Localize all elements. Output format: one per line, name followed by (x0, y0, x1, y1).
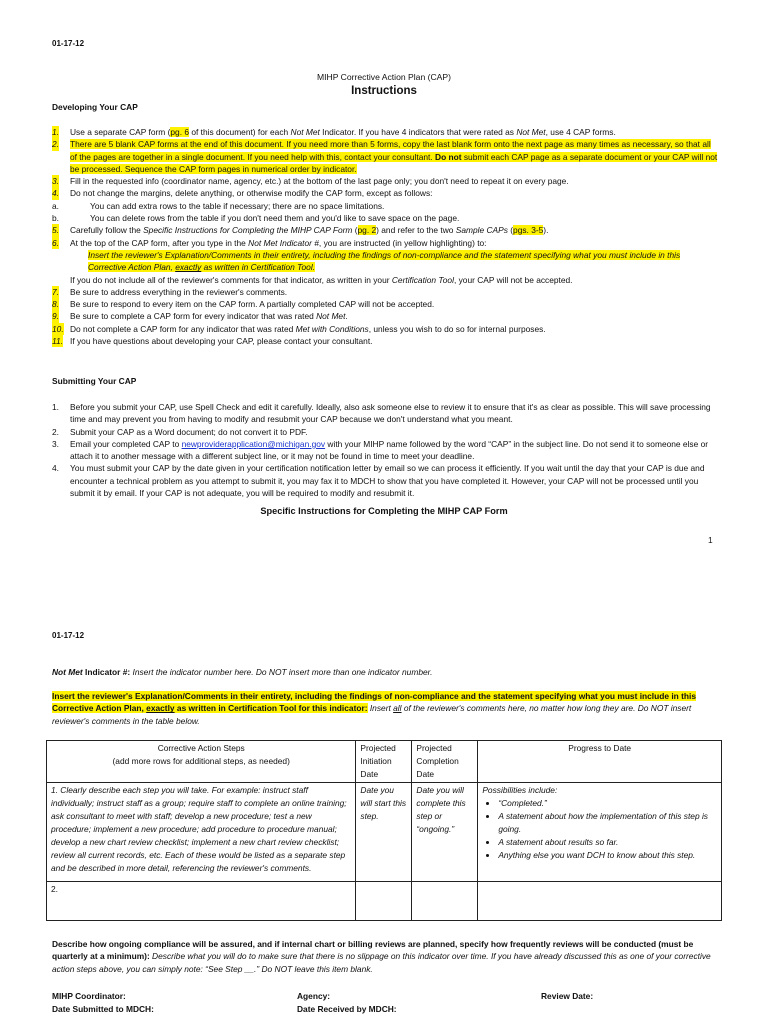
list-item: 7. Be sure to address everything in the reviewer's comments. (52, 286, 288, 297)
cap-table (46, 740, 722, 921)
developing-heading: Developing Your CAP (52, 102, 138, 112)
table-header-row (47, 741, 722, 783)
page-ref-link[interactable]: pgs. 3-5 (513, 225, 544, 236)
list-item: 6. At the top of the CAP form, after you type in the Not Met Indicator #, you are instructed (in yellow highlighting) to: Insert the reviewer's Explanation/Comments in their entirety, including the findings of non-compliance and the statement specifying what you must include in this Corrective Action Plan, exactly as written in Certification Tool. If you do not include all of the reviewer's comments for that indicator, as written in your Certification Tool, your CAP will not be accepted. (52, 237, 681, 285)
indicator-line: Not Met Indicator #: Insert the indicator number here. Do NOT insert more than one indicator number. (52, 667, 433, 677)
agency-label: Agency: (297, 991, 331, 1001)
progress-cell[interactable]: Possibilities include: • “Completed.” • A statement about how the implementation of this step is going. • A statement about results so far. • Anything else you want DCH to know about this step. (478, 783, 722, 882)
table-row (47, 882, 722, 921)
step-cell[interactable]: 2. (47, 882, 356, 921)
list-item: 1. Use a separate CAP form (pg. 6 of this document) for each Not Met Indicator. If you have 4 indicators that were rated as Not Met, use 4 CAP forms. (52, 127, 616, 137)
coordinator-label: MIHP Coordinator: (52, 991, 126, 1001)
review-date-label: Review Date: (541, 991, 594, 1001)
header-initiation-date: Projected Initiation Date (356, 741, 412, 783)
email-link[interactable]: newproviderapplication@michigan.gov (181, 438, 326, 449)
completion-cell[interactable]: Date you will complete this step or “ongoing.” (412, 783, 478, 882)
initiation-cell[interactable] (356, 882, 412, 921)
progress-list: • “Completed.” • A statement about how the implementation of this step is going. • A statement about results so far. • Anything else you want DCH to know about this step. (482, 797, 717, 862)
page-number: 1 (708, 535, 713, 545)
header-completion-date: Projected Completion Date (412, 741, 478, 783)
date-received-label: Date Received by MDCH: (297, 1004, 397, 1014)
page2-date: 01-17-12 (52, 631, 85, 640)
initiation-cell[interactable]: Date you will start this step. (356, 783, 412, 882)
list-item: 2. There are 5 blank CAP forms at the end of this document. If you need more than 5 forms, copy the last blank form onto the next page as many times as necessary, so that all of the pages are together in a single document. If you need help with this, contact your consultant. Do not submit each CAP page as a separate document or your CAP will not be processed. Sequence the CAP form pages in numerical order by indicator. (52, 139, 718, 174)
list-item: 8. Be sure to respond to every item on the CAP form. A partially completed CAP will not be accepted. (52, 299, 435, 310)
list-item: 11. If you have questions about developing your CAP, please contact your consultant. (52, 336, 373, 347)
header-progress: Progress to Date (478, 741, 722, 783)
insert-comments-block: Insert the reviewer's Explanation/Comments in their entirety, including the findings of non-compliance and the statement specifying what you must include in this Corrective Action Plan, exactly as written in Certification Tool for this indicator: Insert all of the reviewer's comments here, no matter how long they are. Do NOT insert reviewer's comments in the table below. (52, 691, 697, 726)
table-row (47, 783, 722, 882)
list-item: 9. Be sure to complete a CAP form for every indicator that was rated Not Met. (52, 311, 348, 322)
list-item: 4. Do not change the margins, delete anything, or otherwise modify the CAP form, except as follows: (52, 188, 433, 199)
date-submitted-label: Date Submitted to MDCH: (52, 1004, 154, 1014)
ongoing-compliance-block: Describe how ongoing compliance will be assured, and if internal chart or billing reviews are planned, specify how frequently reviews will be conducted (must be quarterly at a minimum): Describe what you will do to make sure that there is no slippage on this indicator over time. If you have already discussed this as one of your corrective action steps above, you can simply note: “See Step __.” Do NOT leave this item blank. (52, 939, 711, 974)
list-item: 5. Carefully follow the Specific Instructions for Completing the MIHP CAP Form (pg. 2) and refer to the two Sample CAPs (pgs. 3-5). (52, 225, 549, 236)
completion-cell[interactable] (412, 882, 478, 921)
page1-date: 01-17-12 (52, 39, 85, 48)
header-corrective-steps: Corrective Action Steps (add more rows for additional steps, as needed) (47, 741, 356, 783)
list-item: 1. Before you submit your CAP, use Spell Check and edit it carefully. Ideally, also ask someone else to review it to ensure that it's as clear as possible. This will save processing time and may prevent you from having to modify and resubmit your CAP because we don't understand what you meant. (52, 402, 711, 425)
doc-title: MIHP Corrective Action Plan (CAP) (316, 72, 452, 82)
page-ref-link[interactable]: pg. 6 (170, 127, 190, 137)
specific-instructions-heading: Specific Instructions for Completing the MIHP CAP Form (260, 506, 508, 516)
list-item: 10. Do not complete a CAP form for any indicator that was rated Met with Conditions, unless you wish to do so for internal purposes. (52, 323, 546, 334)
list-item: 3. Fill in the requested info (coordinator name, agency, etc.) at the bottom of the last page only; you don't need to repeat it on every page. (52, 176, 569, 187)
developing-list (52, 126, 720, 347)
list-subitem: b. You can delete rows from the table if you don't need them and you'd like to save space on the page. (52, 213, 460, 224)
progress-cell[interactable] (478, 882, 722, 921)
indicator-instruction: Insert the indicator number here. Do NOT insert more than one indicator number. (130, 667, 433, 677)
doc-subtitle: Instructions (351, 85, 417, 97)
list-item: 2. Submit your CAP as a Word document; do not convert it to PDF. (52, 426, 308, 437)
submitting-list (52, 401, 720, 499)
list-item: 3. Email your completed CAP to newproviderapplication@michigan.gov with your MIHP name followed by the word “CAP” in the subject line. Do not send it to someone else or attach it to another message with a different subject line, or it may not be found in time to meet your deadline. (52, 438, 709, 462)
list-subitem: a. You can add extra rows to the table if necessary; there are no space limitations. (52, 200, 385, 211)
page-ref-link[interactable]: pg. 2 (357, 225, 377, 236)
step-cell[interactable]: 1. Clearly describe each step you will take. For example: instruct staff individually; instruct staff as a group; require staff to complete an online training; ask consultant to meet with staff; develop a new procedure; test a new procedure; implement a new procedure; add procedure to procedure manual; develop a new chart review checklist; implement a new chart review checklist; review all current records, etc. Each of these would be listed as a separate step and be described in more detail, referencing the reviewer's comments. (47, 783, 356, 882)
submitting-heading: Submitting Your CAP (52, 376, 137, 386)
list-item: 4. You must submit your CAP by the date given in your certification notification letter by email so we can process it efficiently. If you wait until the day that your CAP is due and encounter a technical problem as you attempt to submit it, you may fax it to MDCH to show that you have completed it. However, your CAP will not be processed until you submit it by email. If your CAP is not adequate, you will be required to modify and resubmit it. (52, 463, 705, 499)
